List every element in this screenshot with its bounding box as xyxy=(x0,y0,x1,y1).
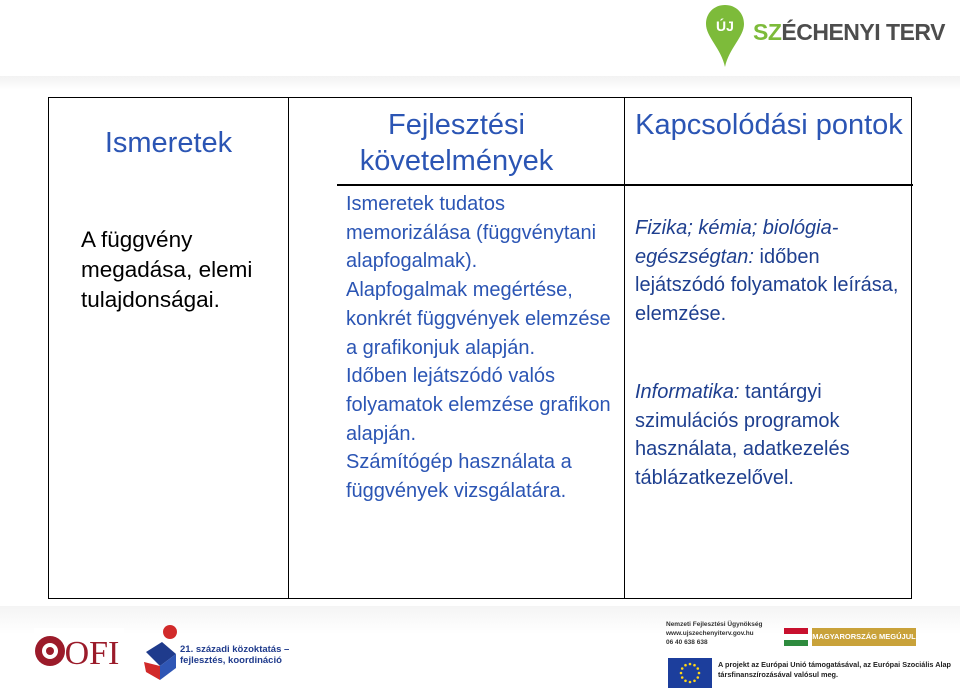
eu-star xyxy=(684,679,687,682)
brand-accent: SZ xyxy=(753,19,782,45)
fejlesztesi-text xyxy=(346,190,626,506)
column-header-kapcsolodasi xyxy=(625,107,913,143)
connection-subject: Informatika: xyxy=(635,380,740,403)
eu-flag-icon xyxy=(668,658,712,688)
hungarian-flag-icon xyxy=(784,628,808,646)
connection-desc: tantárgyi szimulációs programok használata, adatkezelés táblázatkezelővel. xyxy=(635,380,850,489)
eu-funding-text: A projekt az Európai Unió támogatásával, az Európai Szociális Alap társfinanszírozásával valósul meg. xyxy=(718,660,952,679)
eu-star xyxy=(681,676,684,679)
brand-rest: ÉCHENYI TERV xyxy=(781,19,945,45)
eu-star xyxy=(680,672,683,675)
connection-item xyxy=(635,214,905,329)
column-ismeretek xyxy=(49,98,289,598)
kozoktatas-line2: fejlesztés, koordináció xyxy=(180,655,282,666)
eu-star xyxy=(681,667,684,670)
eu-star xyxy=(693,679,696,682)
ismeretek-text: A függvény megadása, elemi tulajdonságai. xyxy=(81,227,253,312)
column-header-fejlesztesi xyxy=(289,107,624,179)
requirement-item: Ismeretek tudatos memorizálása (függvénytani alapfogalmak). xyxy=(346,193,597,273)
eu-star xyxy=(696,676,699,679)
ofi-logo xyxy=(34,628,124,674)
szechenyi-terv-logo xyxy=(705,4,945,66)
nfu-website: www.ujszechenyiterv.gov.hu xyxy=(666,630,754,637)
connection-desc: időben lejátszódó folyamatok leírása, elemzése. xyxy=(635,245,899,326)
column-header-ismeretek: Ismeretek xyxy=(104,127,233,159)
eu-star xyxy=(698,672,701,675)
eu-star xyxy=(689,681,692,684)
nfu-name: Nemzeti Fejlesztési Ügynökség xyxy=(666,621,763,628)
kozoktatas-title xyxy=(180,644,289,666)
nfu-phone: 06 40 638 638 xyxy=(666,639,708,646)
eu-star xyxy=(693,664,696,667)
brand-name xyxy=(753,19,945,46)
kozoktatas-logo xyxy=(140,622,290,686)
column-header-fejlesztesi-text: Fejlesztési követelmények xyxy=(359,109,554,177)
eu-star xyxy=(689,663,692,666)
header-divider xyxy=(0,76,960,90)
curriculum-table xyxy=(48,97,912,599)
kapcsolodasi-text xyxy=(635,214,905,542)
column-fejlesztesi-kovetelmenyek xyxy=(289,98,625,598)
magyarorszag-megujul-badge: MAGYARORSZÁG MEGÚJUL xyxy=(812,628,916,646)
location-pin-icon xyxy=(705,4,745,68)
requirement-item: Időben lejátszódó valós folyamatok elemzése grafikon alapján. xyxy=(346,365,611,445)
column-kapcsolodasi-pontok xyxy=(625,98,913,598)
kozoktatas-line1: 21. századi közoktatás – xyxy=(180,644,290,655)
eu-star xyxy=(684,664,687,667)
ofi-logo-text: OFI xyxy=(64,635,120,672)
requirement-item: Számítógép használata a függvények vizsgálatára. xyxy=(346,451,572,503)
eu-star xyxy=(696,667,699,670)
connection-item xyxy=(635,378,905,493)
puzzle-icon xyxy=(140,622,180,686)
column-header-kapcsolodasi-text: Kapcsolódási pontok xyxy=(635,109,903,141)
connection-subject: Fizika; kémia; biológia-egészségtan: xyxy=(635,217,839,268)
requirement-item: Alapfogalmak megértése, konkrét függvények elemzése a grafikonjuk alapján. xyxy=(346,279,611,359)
pin-text: ÚJ xyxy=(716,18,734,34)
